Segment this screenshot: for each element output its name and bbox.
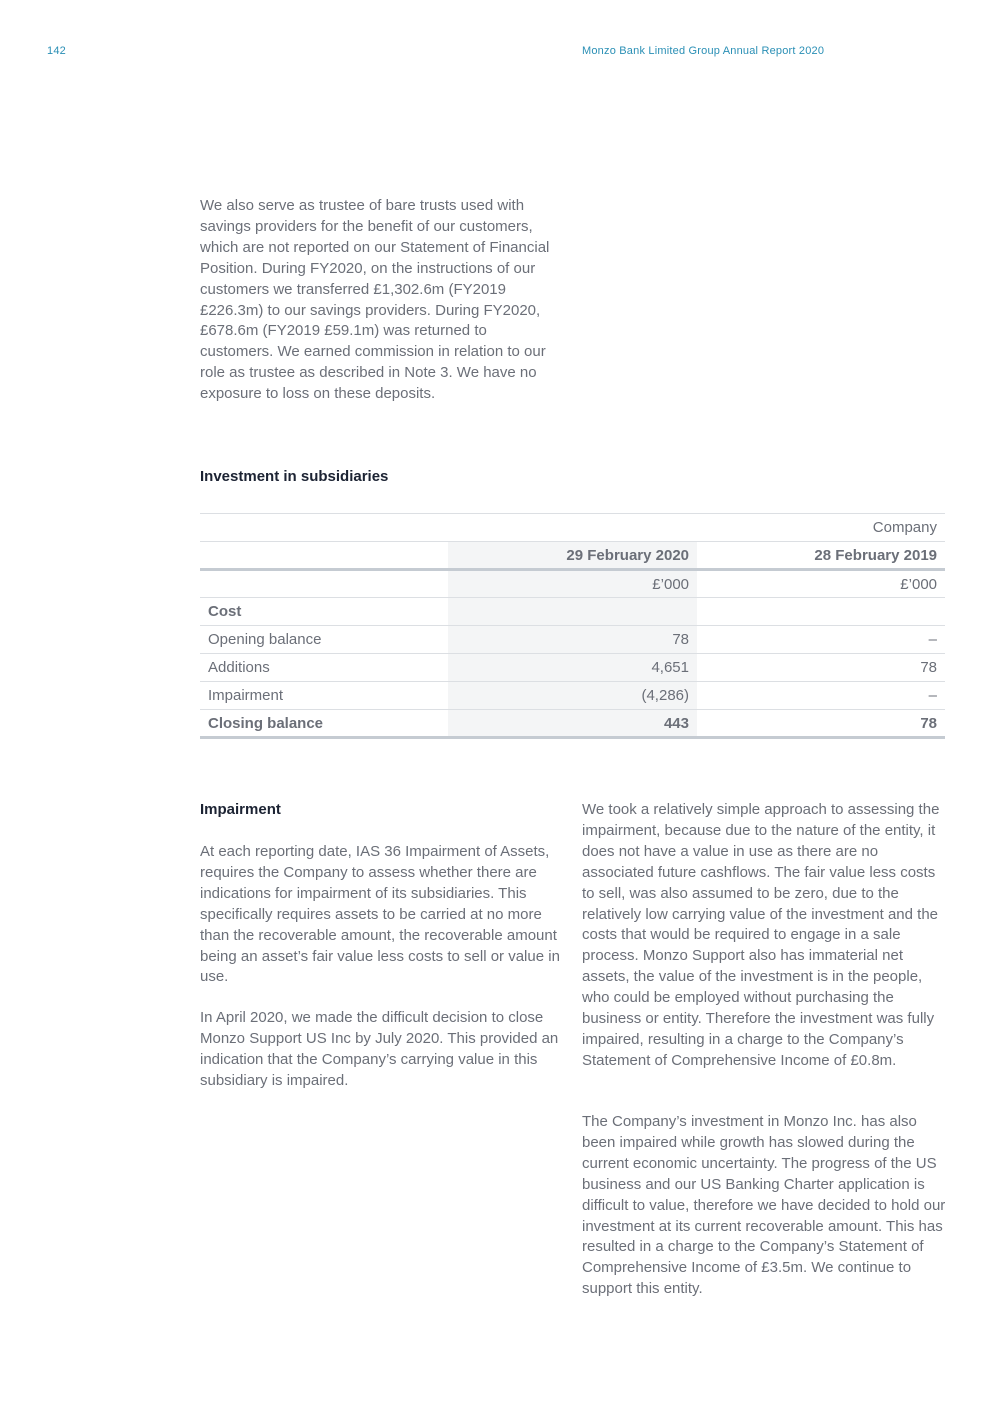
table-total-row xyxy=(200,710,945,738)
trust-paragraph: We also serve as trustee of bare trusts used with savings providers for the benefit of our customers, which are not reported on our Statement of Financial Position. During FY2020, on the instructions of our customers we transferred £1,302.6m (FY2019 £226.3m) to our savings providers. During FY2020, £678.6m (FY2019 £59.1m) was returned to customers. We earned commission in relation to our role as trustee as described in Note 3. We have no exposure to loss on these deposits. xyxy=(200,197,550,403)
total-label: Closing balance xyxy=(200,710,448,738)
value-2019: – xyxy=(697,682,945,710)
row-label: Impairment xyxy=(200,682,448,710)
total-2019: 78 xyxy=(697,710,945,738)
impairment-right-paragraph-1: We took a relatively simple approach to assessing the impairment, because due to the nature of the entity, it does not have a value in use as there are no associated future cashflows. The fair value less costs to sell, was also assumed to be zero, due to the relatively low carrying value of the investment and the costs that would be required to engage in a sale process. Monzo Support also has immaterial net assets, the value of the investment is in the people, who could be employed without purchasing the business or entity. Therefore the investment was fully impaired, resulting in a charge to the Company’s Statement of Comprehensive Income of £0.8m. xyxy=(582,801,940,1069)
unit-2020: £’000 xyxy=(448,570,697,598)
investment-heading: Investment in subsidiaries xyxy=(200,468,389,485)
table-date-row xyxy=(200,542,945,570)
value-2020: 4,651 xyxy=(448,654,697,682)
value-2019: – xyxy=(697,626,945,654)
value-2019: 78 xyxy=(697,654,945,682)
impairment-right-paragraph-2: The Company’s investment in Monzo Inc. has also been impaired while growth has slowed during the current economic uncertainty. The progress of the US business and our US Banking Charter application is difficult to value, therefore we have decided to hold our investment at its current recoverable amount. This has resulted in a charge to the Company’s Statement of Comprehensive Income of £3.5m. We continue to support this entity. xyxy=(582,1113,946,1298)
unit-2019: £’000 xyxy=(697,570,945,598)
value-2020: 78 xyxy=(448,626,697,654)
investment-table xyxy=(200,513,945,739)
table-header-row xyxy=(200,514,945,542)
table-row xyxy=(200,626,945,654)
date-2020: 29 February 2020 xyxy=(448,542,697,570)
table-unit-row xyxy=(200,570,945,598)
entity-label: Company xyxy=(697,514,945,542)
table-row xyxy=(200,682,945,710)
date-2019: 28 February 2019 xyxy=(697,542,945,570)
table-section-row xyxy=(200,598,945,626)
section-label: Cost xyxy=(200,598,448,626)
total-2020: 443 xyxy=(448,710,697,738)
page-number: 142 xyxy=(47,45,66,57)
impairment-left-paragraph-2: In April 2020, we made the difficult decision to close Monzo Support US Inc by July 2020. This provided an indication that the Company’s carrying value in this subsidiary is impaired. xyxy=(200,1009,559,1089)
value-2020: (4,286) xyxy=(448,682,697,710)
impairment-left-paragraph-1: At each reporting date, IAS 36 Impairment of Assets, requires the Company to assess whether there are indications for impairment of its subsidiaries. This specifically requires assets to be carried at no more than the recoverable amount, the recoverable amount being an asset’s fair value less costs to sell or value in use. xyxy=(200,843,560,986)
impairment-heading: Impairment xyxy=(200,801,281,818)
row-label: Additions xyxy=(200,654,448,682)
report-title: Monzo Bank Limited Group Annual Report 2020 xyxy=(582,45,825,57)
row-label: Opening balance xyxy=(200,626,448,654)
table-row xyxy=(200,654,945,682)
